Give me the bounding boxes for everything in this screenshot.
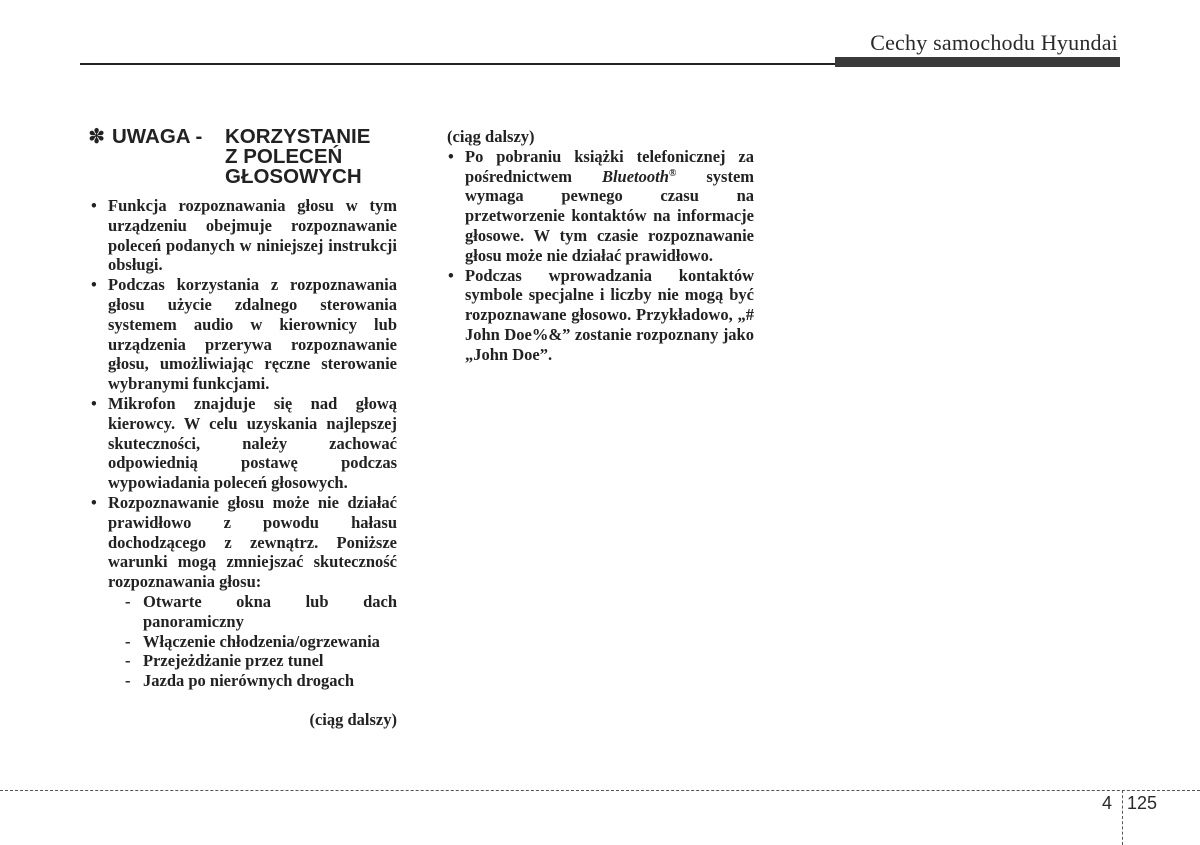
continued-top-label: (ciąg dalszy): [447, 127, 535, 146]
notice-heading: [90, 127, 397, 193]
right-column: [447, 127, 754, 365]
notice-prefix: UWAGA -: [112, 125, 203, 148]
notice-title-line: KORZYSTANIE: [225, 125, 371, 148]
bluetooth-term: Bluetooth: [601, 166, 669, 186]
footer-divider: [1122, 790, 1123, 845]
chapter-number: 4: [1102, 793, 1113, 813]
asterisk-icon: ✽: [88, 125, 106, 148]
header-bar: [835, 57, 1120, 67]
continued-label: (ciąg dalszy): [309, 709, 397, 729]
list-item: [90, 493, 397, 691]
condition-item: - Przejeżdżanie przez tunel: [108, 651, 397, 671]
continued-bullet-list: [447, 147, 754, 365]
notice-title-line: GŁOSOWYCH: [225, 165, 362, 188]
page-header-title: Cechy samochodu Hyundai: [870, 30, 1118, 55]
condition-item: - Otwarte okna lub dach panoramiczny: [108, 592, 397, 632]
list-item-text: Rozpoznawanie głosu może nie działać prawidłowo z powodu hałasu dochodzącego z zewnątrz. Poniższe warunki mogą zmniejszać skuteczność rozpoznawania głosu:: [108, 492, 397, 592]
list-item: • Mikrofon znajduje się nad głową kierowcy. W celu uzyskania najlepszej skuteczności, należy zachować odpowiednią postawę podczas wypowiadania poleceń głosowych.: [90, 394, 397, 493]
list-item-text: Po pobraniu książki telefonicznej za pośrednictwem: [465, 146, 754, 186]
notice-title-line: Z POLECEŃ: [225, 145, 343, 168]
footer-rule: [0, 790, 1200, 791]
list-item: [447, 147, 754, 266]
conditions-list: [108, 592, 397, 691]
list-item-text: system wymaga pewnego czasu na przetworzenie kontaktów na informacje głosowe. W tym czasie rozpoznawanie głosu może nie działać prawidłowo.: [465, 166, 755, 265]
notice-bullet-list: [90, 196, 397, 691]
list-item: • Podczas wprowadzania kontaktów symbole specjalne i liczby nie mogą być rozpoznawane głosowo. Przykładowo, „# John Doe%&” zostanie rozpoznany jako „John Doe”.: [447, 266, 754, 365]
list-item: • Funkcja rozpoznawania głosu w tym urządzeniu obejmuje rozpoznawanie poleceń podanych w niniejszej instrukcji obsługi.: [90, 196, 397, 275]
page-number: 125: [1127, 793, 1158, 813]
list-item: • Podczas korzystania z rozpoznawania głosu użycie zdalnego sterowania systemem audio w kierownicy lub urządzenia przerywa rozpoznawanie głosu, umożliwiając ręczne sterowanie wybranymi funkcjami.: [90, 275, 397, 394]
notice-title: [225, 127, 370, 187]
condition-item: - Włączenie chłodzenia/ogrzewania: [108, 632, 397, 652]
condition-item: - Jazda po nierównych drogach: [108, 671, 397, 691]
header-rule: [80, 63, 835, 65]
left-column: [90, 127, 397, 730]
registered-mark: ®: [668, 167, 677, 179]
